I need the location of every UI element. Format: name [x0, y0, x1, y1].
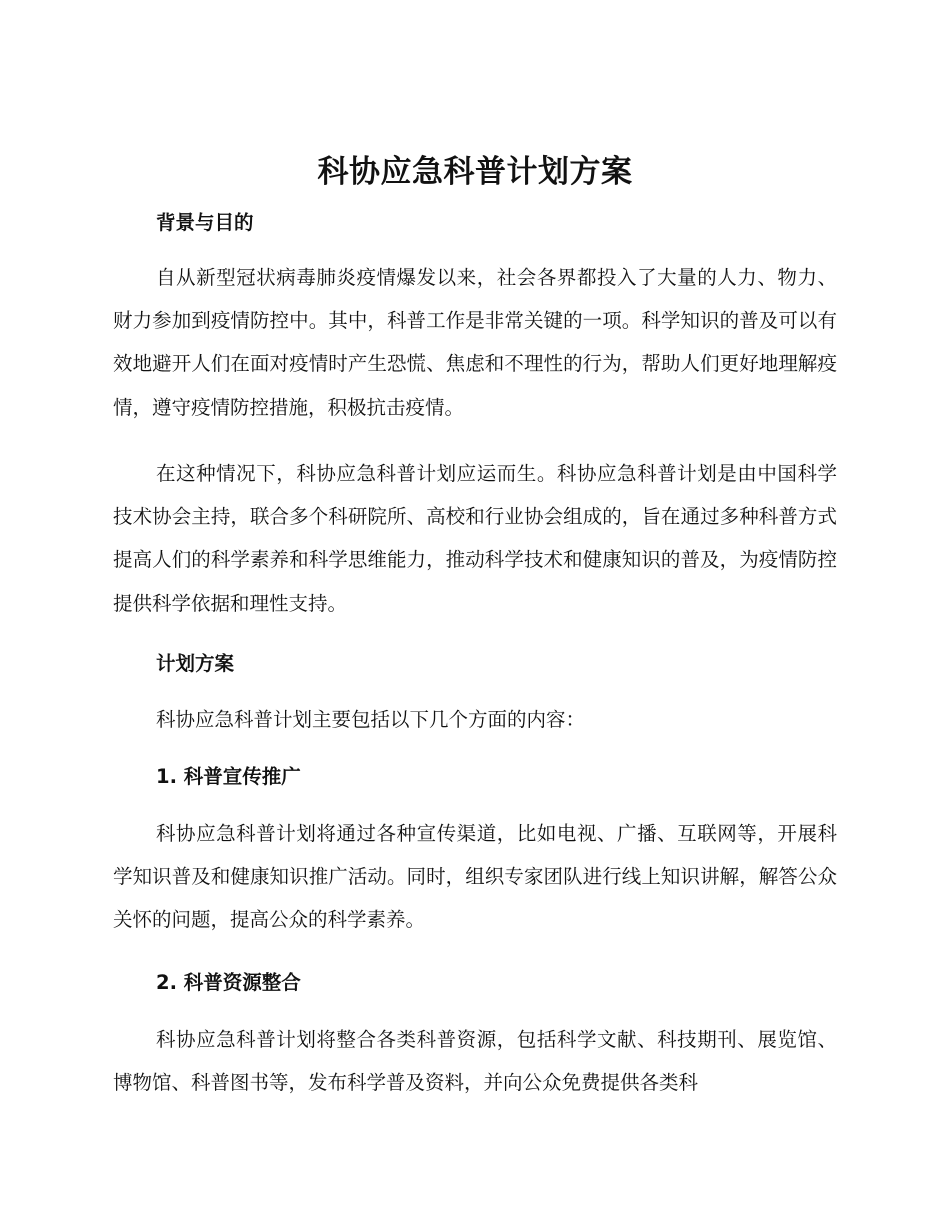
paragraph-background-1: 自从新型冠状病毒肺炎疫情爆发以来，社会各界都投入了大量的人力、物力、财力参加到疫情防控中。其中，科普工作是非常关键的一项。科学知识的普及可以有效地避开人们在面对疫情时产生恐慌、焦虑和不理性的行为，帮助人们更好地理解疫情，遵守疫情防控措施，积极抗击疫情。: [113, 266, 837, 419]
paragraph-promotion: 科协应急科普计划将通过各种宣传渠道，比如电视、广播、互联网等，开展科学知识普及和健康知识推广活动。同时，组织专家团队进行线上知识讲解，解答公众关怀的问题，提高公众的科学素养。: [113, 822, 837, 932]
section-heading-background: 背景与目的: [156, 211, 254, 234]
section-heading-promotion: 1. 科普宣传推广: [156, 765, 301, 788]
document-title: 科协应急科普计划方案: [317, 154, 633, 190]
paragraph-background-2: 在这种情况下，科协应急科普计划应运而生。科协应急科普计划是由中国科学技术协会主持，联合多个科研院所、高校和行业协会组成的，旨在通过多种科普方式提高人们的科学素养和科学思维能力，推动科学技术和健康知识的普及，为疫情防控提供科学依据和理性支持。: [113, 462, 837, 615]
section-heading-plan: 计划方案: [156, 652, 235, 675]
paragraph-plan-intro: 科协应急科普计划主要包括以下几个方面的内容：: [156, 708, 586, 731]
paragraph-resources: 科协应急科普计划将整合各类科普资源，包括科学文献、科技期刊、展览馆、博物馆、科普图书等，发布科学普及资料，并向公众免费提供各类科: [113, 1028, 837, 1095]
section-heading-resources: 2. 科普资源整合: [156, 971, 301, 994]
